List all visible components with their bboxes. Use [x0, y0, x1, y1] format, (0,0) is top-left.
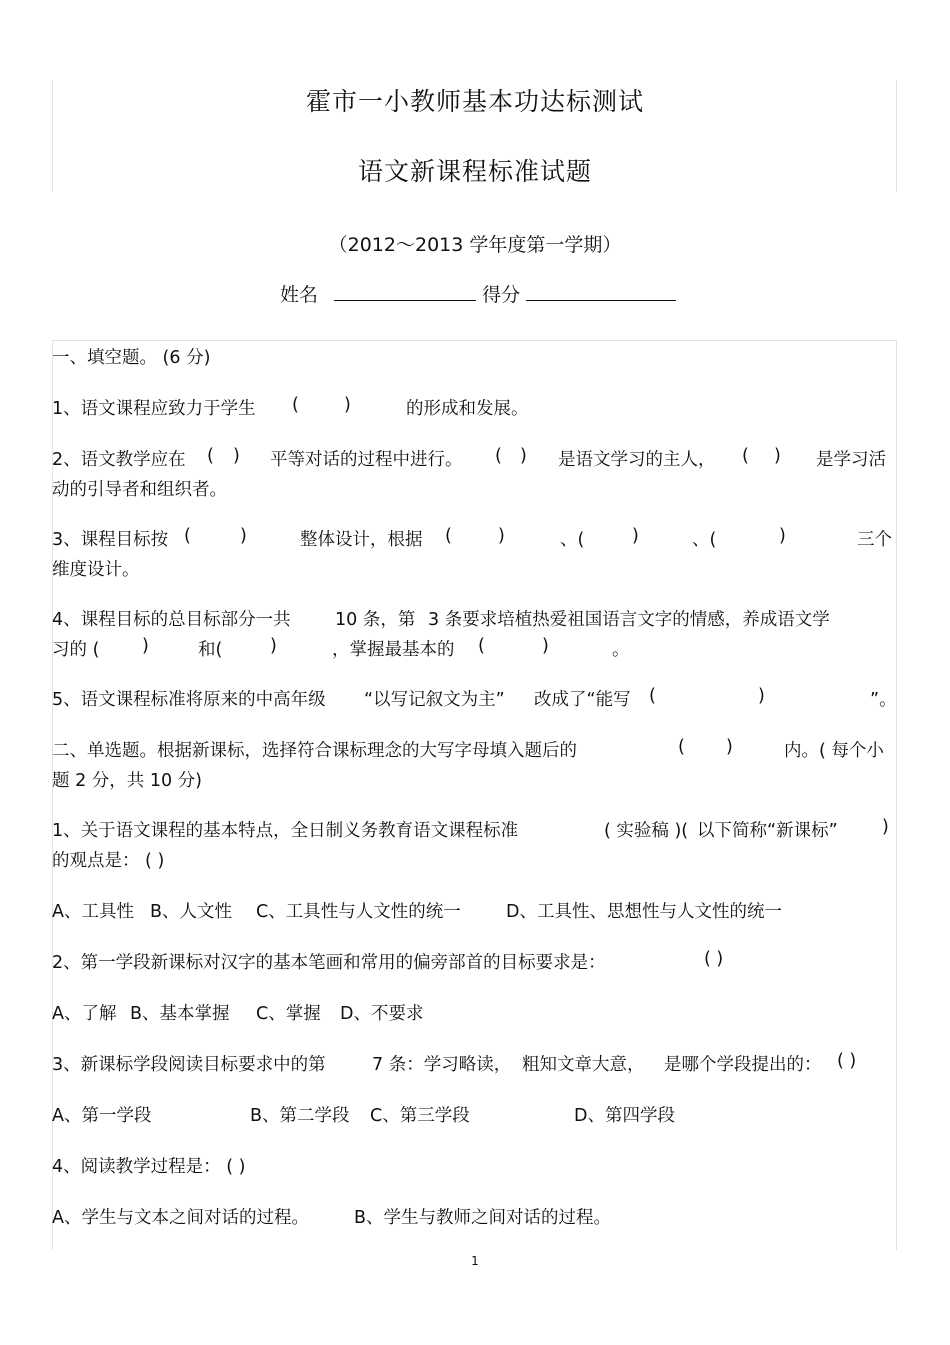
name-blank — [334, 282, 476, 301]
document-subtitle: 语文新课程标准试题 — [357, 157, 592, 186]
page-number: 1 — [471, 1254, 479, 1268]
question-1-3-cont: 维度设计。 — [52, 560, 140, 580]
term-line: （2012～2013 学年度第一学期） — [328, 234, 622, 256]
score-blank — [526, 282, 676, 301]
name-label: 姓名 — [280, 284, 319, 306]
frame-divider — [52, 340, 897, 341]
question-1-2-cont: 动的引导者和组织者。 — [52, 480, 227, 500]
name-score-line — [280, 280, 676, 307]
question-2-1-cont: 的观点是： ( ) — [52, 851, 165, 871]
document-title: 霍市一小教师基本功达标测试 — [305, 87, 644, 116]
frame-right-body — [896, 340, 897, 1250]
section1-heading: 一、填空题。 (6 分) — [52, 348, 211, 368]
section2-heading-cont: 题 2 分，共 10 分) — [52, 771, 202, 791]
score-label: 得分 — [482, 284, 521, 306]
question-2-4: 4、阅读教学过程是： ( ) — [52, 1157, 246, 1177]
